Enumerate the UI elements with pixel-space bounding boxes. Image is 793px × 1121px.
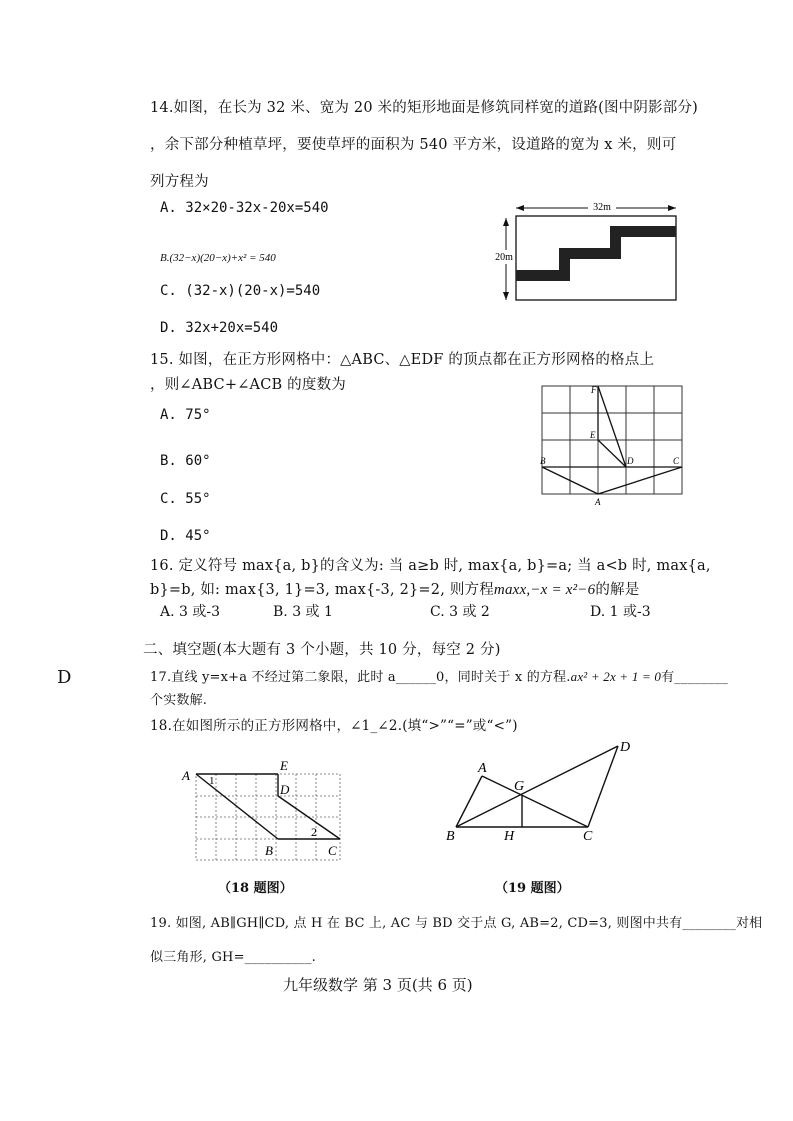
- q19-label-h: H: [504, 829, 515, 844]
- q19-label-g: G: [514, 779, 525, 794]
- q15-label-f: F: [591, 385, 597, 395]
- q19-label-c: C: [583, 829, 593, 844]
- q18-label-d: D: [280, 782, 290, 797]
- q15-option-d: D. 45°: [160, 528, 211, 544]
- q15-label-c: C: [673, 456, 680, 466]
- q18-label-angle2: 2: [311, 825, 317, 839]
- q19-label-a: A: [478, 761, 487, 776]
- q19-line1: 19. 如图, AB∥GH∥CD, 点 H 在 BC 上, AC 与 BD 交于点 G, AB=2, CD=3, 则图中共有________对相: [150, 916, 763, 931]
- q18-label-c: C: [328, 843, 337, 858]
- q16-line2: [150, 578, 639, 599]
- q18-label-angle1: 1: [209, 775, 215, 787]
- margin-mark: D: [57, 667, 72, 688]
- q14-option-d: D. 32x+20x=540: [160, 320, 279, 336]
- q14-line1: 14.如图，在长为 32 米、宽为 20 米的矩形地面是修筑同样宽的道路(图中阴影部分): [150, 100, 699, 116]
- q16-line2-end: 的解是: [595, 582, 640, 598]
- q14-option-a: A. 32×20-32x-20x=540: [160, 200, 329, 216]
- q14-road-figure: [490, 196, 690, 306]
- q15-label-a: A: [595, 497, 601, 507]
- section-title: 二、填空题(本大题有 3 个小题，共 10 分，每空 2 分): [143, 642, 501, 658]
- page-footer: 九年级数学 第 3 页(共 6 页): [283, 976, 473, 994]
- q16-line1: 16. 定义符号 max{a, b}的含义为: 当 a≥b 时, max{a, b}=a; 当 a<b 时, max{a,: [150, 558, 711, 574]
- q16-option-c: C. 3 或 2: [430, 604, 490, 620]
- q15-label-d: D: [627, 456, 634, 466]
- q18-grid-figure: [176, 752, 346, 868]
- q14-line2: ，余下部分种植草坪，要使草坪的面积为 540 平方米，设道路的宽为 x 米，则可: [150, 137, 677, 153]
- q17-line1-end: 有________: [661, 670, 728, 685]
- q15-grid-figure: [530, 380, 690, 510]
- q14-line3: 列方程为: [150, 174, 209, 190]
- q16-equation: maxx,−x = x²−6: [493, 582, 596, 598]
- q18-caption: （18 题图）: [218, 881, 293, 896]
- q16-line2-text: b}=b, 如: max{3, 1}=3, max{-3, 2}=2, 则方程: [150, 582, 494, 598]
- q19-label-b: B: [446, 829, 455, 844]
- q15-option-a: A. 75°: [160, 407, 211, 423]
- q16-option-d: D. 1 或-3: [590, 604, 651, 620]
- q19-line2: 似三角形, GH=__________.: [150, 950, 317, 965]
- q15-line1: 15. 如图，在正方形网格中：△ABC、△EDF 的顶点都在正方形网格的格点上: [150, 352, 655, 368]
- q18-label-b: B: [265, 843, 273, 858]
- q16-option-b: B. 3 或 1: [273, 604, 333, 620]
- q17-line1-text: 17.直线 y=x+a 不经过第二象限，此时 a______0，同时关于 x 的方程.: [150, 670, 571, 685]
- q17-line2: 个实数解.: [150, 693, 208, 708]
- q16-option-a: A. 3 或-3: [160, 604, 221, 620]
- q15-option-c: C. 55°: [160, 491, 211, 507]
- q18-label-a: A: [182, 768, 190, 783]
- q14-height-label: 20m: [495, 252, 513, 263]
- q14-width-label: 32m: [593, 202, 611, 213]
- q18-label-e: E: [280, 758, 288, 773]
- q14-option-c: C. (32-x)(20-x)=540: [160, 283, 321, 299]
- q17-line1: [150, 666, 728, 685]
- q15-option-b: B. 60°: [160, 453, 211, 469]
- q17-equation: ax² + 2x + 1 = 0: [570, 669, 662, 684]
- q19-caption: （19 题图）: [495, 881, 570, 896]
- q15-label-b: B: [540, 456, 546, 466]
- q18-line1: 18.在如图所示的正方形网格中，∠1_∠2.(填“>”“=”或“<”): [150, 718, 518, 734]
- q19-label-d: D: [620, 740, 631, 755]
- q19-figure: [442, 734, 652, 846]
- q14-option-b: B.(32−x)(20−x)+x² = 540: [160, 252, 276, 264]
- q15-line2: ，则∠ABC+∠ACB 的度数为: [150, 377, 346, 393]
- q15-label-e: E: [590, 430, 596, 440]
